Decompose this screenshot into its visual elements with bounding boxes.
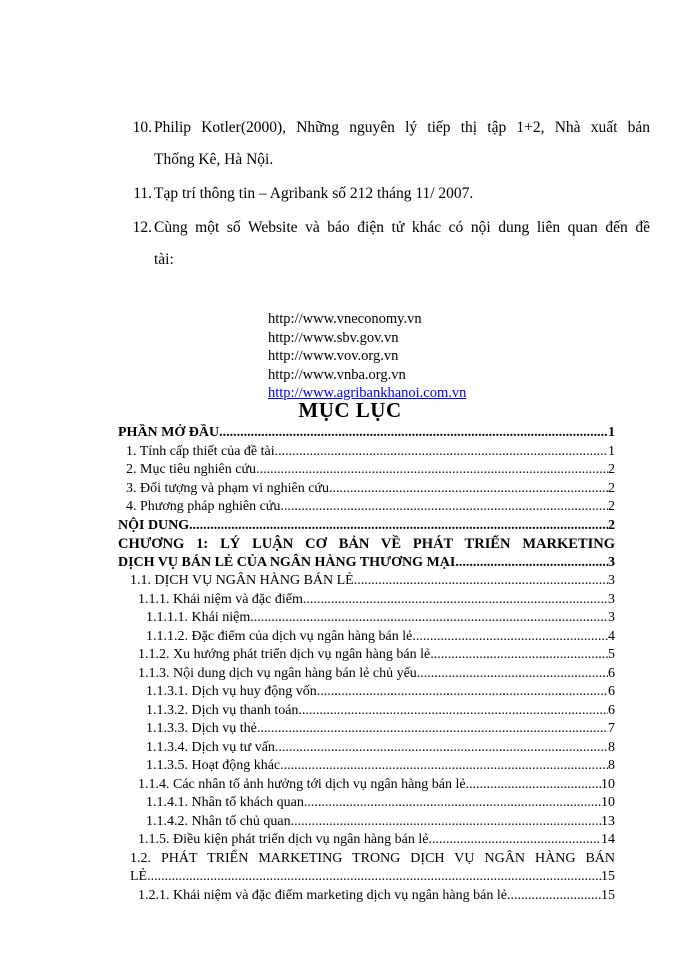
reference-number: 10. xyxy=(132,119,152,136)
toc-entry-text: 1.1.2. Xu hướng phát triển dịch vụ ngân hàng bán lẻ xyxy=(138,647,431,662)
toc-page-number: 3 xyxy=(608,610,615,625)
toc-entry-text: 4. Phương pháp nghiên cứu xyxy=(126,499,281,514)
toc-leader xyxy=(417,665,608,684)
toc-entry-text: CHƯƠNG 1: LÝ LUẬN CƠ BẢN VỀ PHÁT TRIỂN MARKETING xyxy=(118,536,615,552)
toc-page-number: 10 xyxy=(601,776,615,792)
toc-page-number: 3 xyxy=(608,573,615,588)
toc-entry[interactable] xyxy=(118,628,615,647)
toc-entry-text: 1.1. DỊCH VỤ NGÂN HÀNG BÁN LẺ xyxy=(130,573,354,588)
reference-number: 12. xyxy=(132,219,152,236)
toc-entry-text: 1.1.3. Nội dung dịch vụ ngân hàng bán lẻ chủ yếu xyxy=(138,665,417,681)
toc-entry-text-cont: DỊCH VỤ BÁN LẺ CỦA NGÂN HÀNG THƯƠNG MẠI xyxy=(118,554,456,570)
toc-entry[interactable] xyxy=(118,517,615,536)
toc-leader xyxy=(428,831,601,850)
toc-page-number: 1 xyxy=(608,425,615,440)
toc-entry-text: 1.1.3.5. Hoạt động khác xyxy=(146,758,281,773)
reference-text: Philip Kotler(2000), Những nguyên lý tiếp thị tập 1+2, Nhà xuất bản xyxy=(154,119,650,136)
reference-item xyxy=(130,178,650,210)
toc-entry[interactable] xyxy=(118,572,615,591)
toc-entry[interactable] xyxy=(118,776,615,795)
toc-title: MỤC LỤC xyxy=(298,398,402,422)
reference-continuation xyxy=(130,144,650,176)
toc-leader xyxy=(317,683,608,702)
toc-entry[interactable] xyxy=(118,887,615,906)
website-url: http://www.sbv.gov.vn xyxy=(268,329,399,346)
toc-leader xyxy=(303,591,608,610)
reference-number: 11. xyxy=(133,185,152,202)
toc-entry-text: 1.1.3.1. Dịch vụ huy động vốn xyxy=(146,684,317,699)
toc-page-number: 3 xyxy=(608,591,615,607)
toc-entry-text: 1.1.3.3. Dịch vụ thẻ xyxy=(146,721,257,736)
toc-entry-text: 1.1.1.2. Đặc điểm của dịch vụ ngân hàng bán lẻ xyxy=(146,628,413,644)
toc-page-number: 2 xyxy=(608,517,615,533)
reference-item xyxy=(130,212,650,244)
website-url: http://www.vneconomy.vn xyxy=(268,311,422,327)
reference-text: Tạp trí thông tin – Agribank số 212 tháng 11/ 2007. xyxy=(154,185,474,202)
toc-leader xyxy=(304,794,601,813)
toc-leader xyxy=(257,720,608,739)
toc-leader xyxy=(291,813,601,832)
toc-entry[interactable] xyxy=(118,646,615,665)
toc-page-number: 15 xyxy=(601,869,615,884)
toc-page-number: 4 xyxy=(608,628,615,644)
toc-entry-text: NỘI DUNG xyxy=(118,517,190,533)
toc-entry-text: 2. Mục tiêu nghiên cứu xyxy=(126,462,257,477)
table-of-contents xyxy=(118,424,615,905)
toc-entry[interactable] xyxy=(118,498,615,517)
toc-entry-text: 1. Tính cấp thiết của đề tài xyxy=(126,443,275,459)
toc-entry-text: 1.1.4. Các nhân tố ảnh hưởng tới dịch vụ ngân hàng bán lẻ xyxy=(138,776,466,792)
toc-page-number: 13 xyxy=(601,813,615,829)
website-list xyxy=(268,310,466,403)
toc-section-entry[interactable] xyxy=(118,850,615,887)
toc-entry[interactable] xyxy=(118,665,615,684)
website-url: http://www.vnba.org.vn xyxy=(268,366,406,383)
toc-entry-text: 3. Đối tượng và phạm vi nghiên cứu xyxy=(126,480,329,496)
toc-entry[interactable] xyxy=(118,683,615,702)
toc-entry-text: 1.1.5. Điều kiện phát triển dịch vụ ngân hàng bán lẻ xyxy=(138,832,429,847)
toc-page-number: 2 xyxy=(608,462,615,477)
toc-chapter-entry[interactable] xyxy=(118,535,615,572)
reference-continuation xyxy=(130,244,650,276)
toc-entry[interactable] xyxy=(118,813,615,832)
toc-entry-text: 1.1.1.1. Khái niệm xyxy=(146,610,251,625)
toc-entry[interactable] xyxy=(118,739,615,758)
toc-leader xyxy=(219,424,608,443)
reference-list xyxy=(130,112,650,278)
toc-entry[interactable] xyxy=(118,831,615,850)
toc-entry-text: 1.1.4.1. Nhân tố khách quan xyxy=(146,795,304,810)
reference-text-cont: tài: xyxy=(154,251,174,268)
toc-entry[interactable] xyxy=(118,720,615,739)
toc-leader xyxy=(507,887,601,906)
toc-entry-text: 1.1.1. Khái niệm và đặc điểm xyxy=(138,591,303,607)
toc-leader xyxy=(354,572,608,591)
toc-leader xyxy=(280,498,608,517)
toc-entry[interactable] xyxy=(118,609,615,628)
toc-entry-text: 1.2.1. Khái niệm và đặc điểm marketing dịch vụ ngân hàng bán lẻ xyxy=(138,887,507,903)
reference-text-cont: Thống Kê, Hà Nội. xyxy=(154,151,274,168)
toc-leader xyxy=(329,480,608,499)
toc-entry[interactable] xyxy=(118,424,615,443)
toc-entry-text: 1.1.4.2. Nhân tố chủ quan xyxy=(146,813,291,829)
toc-entry-text-cont: LẺ xyxy=(130,869,148,884)
toc-entry[interactable] xyxy=(118,461,615,480)
toc-leader xyxy=(250,609,608,628)
toc-entry[interactable] xyxy=(118,757,615,776)
toc-page-number: 2 xyxy=(608,499,615,514)
toc-leader xyxy=(189,517,608,536)
toc-page-number: 8 xyxy=(608,739,615,755)
toc-entry[interactable] xyxy=(118,702,615,721)
toc-entry-line2 xyxy=(118,868,615,887)
toc-page-number: 8 xyxy=(608,758,615,773)
toc-leader xyxy=(466,776,601,795)
toc-leader xyxy=(256,461,608,480)
toc-leader xyxy=(430,646,608,665)
toc-page-number: 3 xyxy=(608,554,615,570)
toc-leader xyxy=(275,443,608,462)
toc-entry[interactable] xyxy=(118,591,615,610)
toc-entry-text: 1.1.3.2. Dịch vụ thanh toán xyxy=(146,702,299,718)
toc-entry[interactable] xyxy=(118,480,615,499)
toc-entry-line2 xyxy=(118,554,615,573)
toc-page-number: 6 xyxy=(608,665,615,681)
toc-leader xyxy=(412,628,608,647)
toc-page-number: 5 xyxy=(608,647,615,662)
toc-leader xyxy=(280,757,608,776)
website-url: http://www.vov.org.vn xyxy=(268,348,399,364)
toc-leader xyxy=(455,554,608,573)
toc-page-number: 14 xyxy=(601,832,615,847)
toc-leader xyxy=(147,868,601,887)
reference-text: Cùng một số Website và báo điện tử khác có nội dung liên quan đến đề xyxy=(154,219,650,236)
toc-page-number: 6 xyxy=(608,684,615,699)
toc-page-number: 10 xyxy=(601,795,615,810)
toc-page-number: 15 xyxy=(601,887,615,903)
toc-entry[interactable] xyxy=(118,443,615,462)
toc-page-number: 2 xyxy=(608,480,615,496)
toc-page-number: 6 xyxy=(608,702,615,718)
toc-page-number: 1 xyxy=(608,443,615,459)
toc-entry-text: 1.2. PHÁT TRIỂN MARKETING TRONG DỊCH VỤ NGÂN HÀNG BÁN xyxy=(130,850,615,866)
website-link[interactable]: http://www.agribankhanoi.com.vn xyxy=(268,385,467,401)
toc-entry-text: 1.1.3.4. Dịch vụ tư vấn xyxy=(146,739,275,755)
toc-entry[interactable] xyxy=(118,794,615,813)
toc-leader xyxy=(298,702,608,721)
toc-leader xyxy=(275,739,608,758)
reference-item xyxy=(130,112,650,144)
toc-entry-text: PHẦN MỞ ĐẦU xyxy=(118,425,220,440)
toc-page-number: 7 xyxy=(608,721,615,736)
